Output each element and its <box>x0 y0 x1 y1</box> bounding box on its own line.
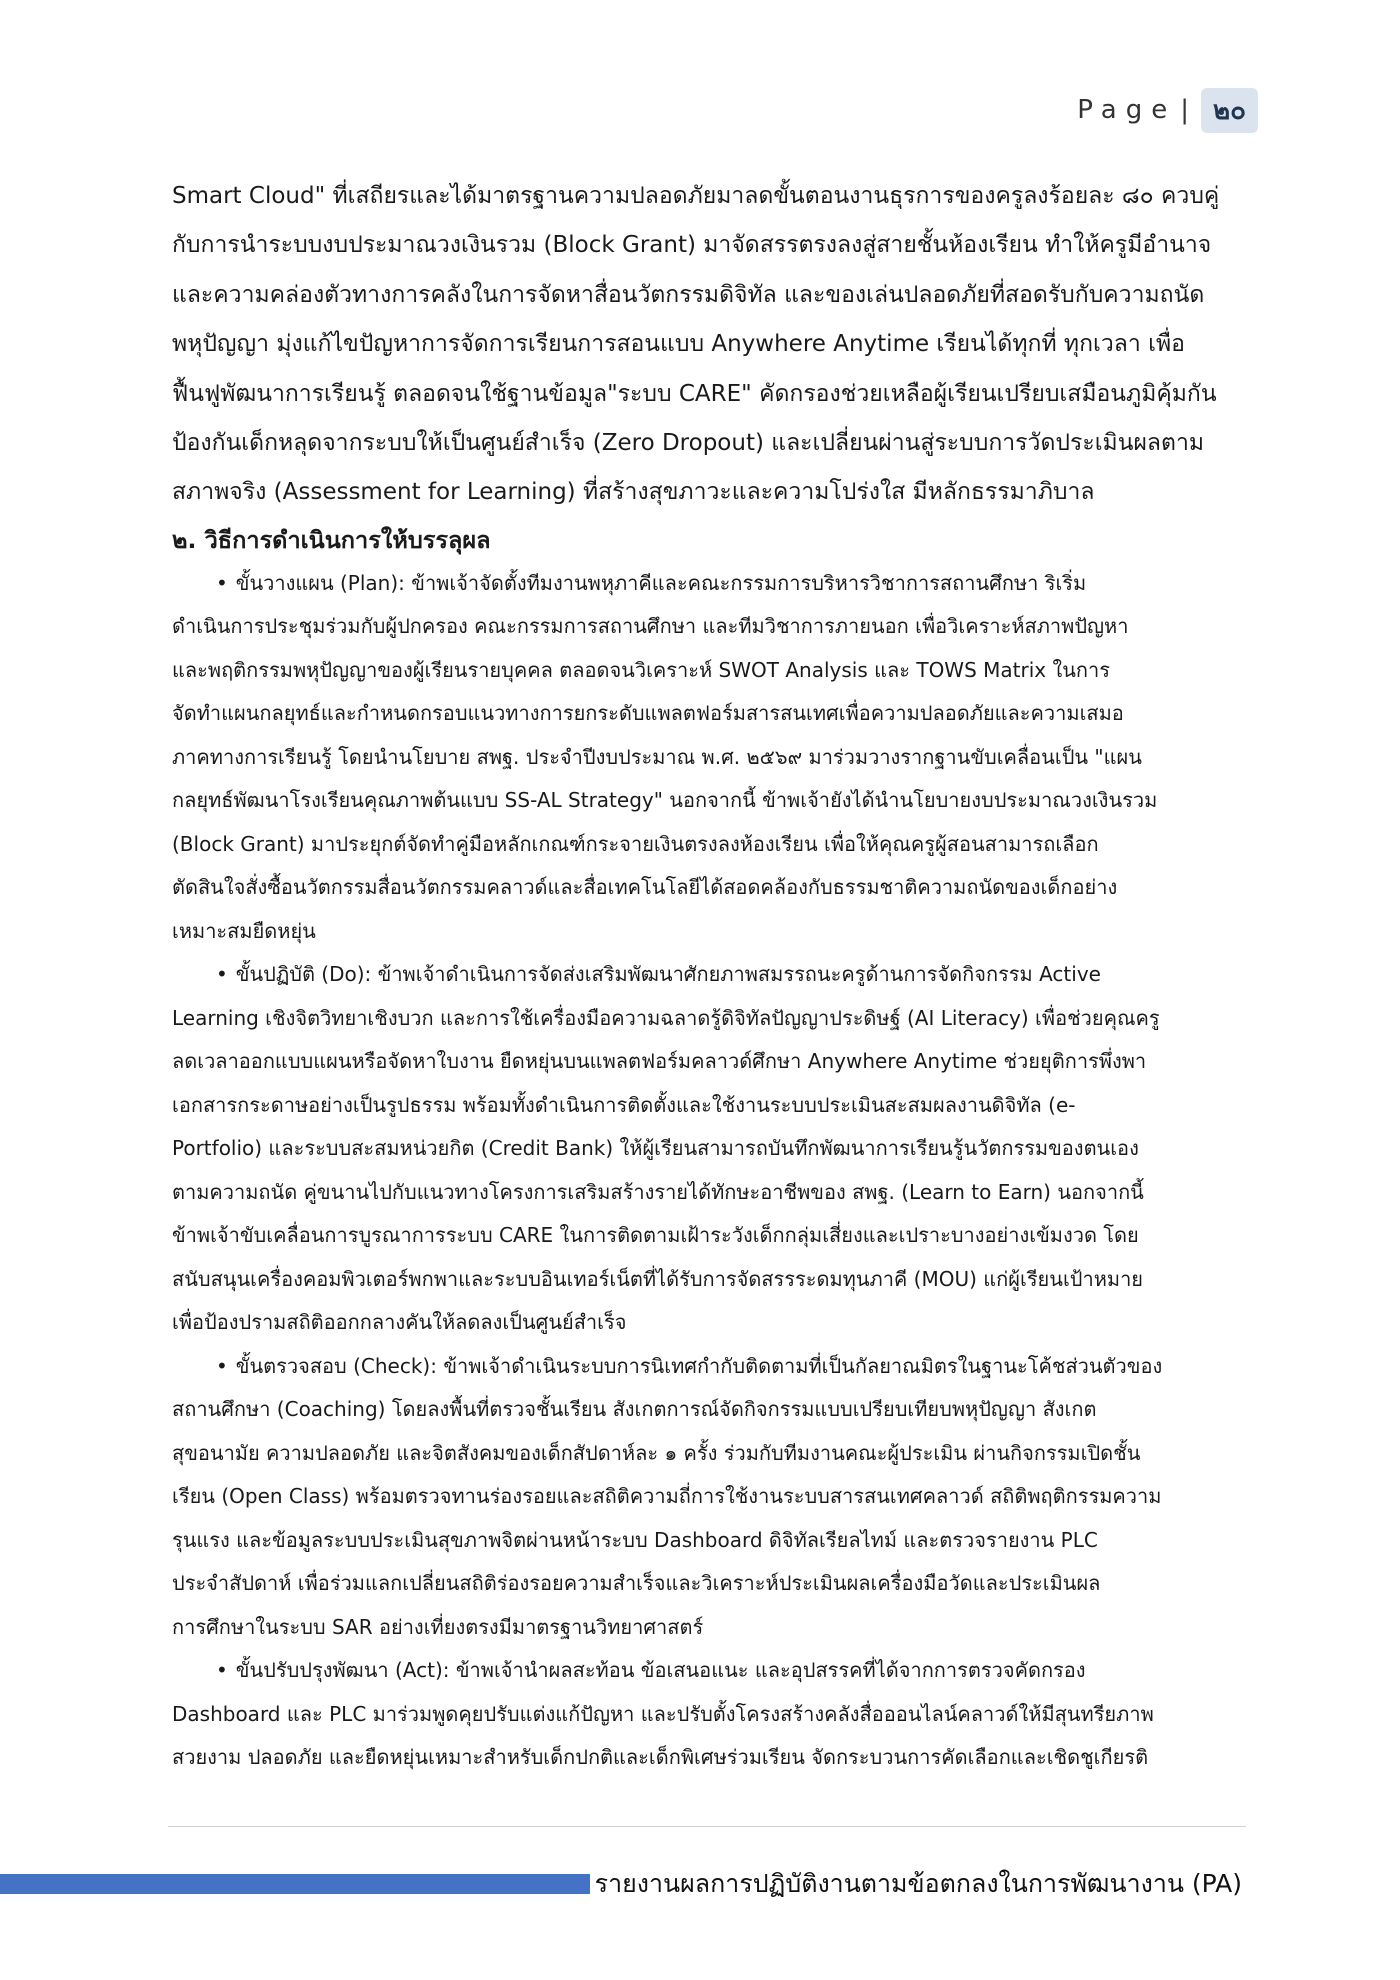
step-plan <box>172 562 1240 954</box>
step-line: ดำเนินการประชุมร่วมกับผู้ปกครอง คณะกรรมการสถานศึกษา และทีมวิชาการภายนอก เพื่อวิเคราะห์สภาพปัญหา <box>172 614 1129 639</box>
intro-line: พหุปัญญา มุ่งแก้ไขปัญหาการจัดการเรียนการสอนแบบ Anywhere Anytime เรียนได้ทุกที่ ทุกเวลา เพื่อ <box>172 331 1185 358</box>
step-line: รุนแรง และข้อมูลระบบประเมินสุขภาพจิตผ่านหน้าระบบ Dashboard ดิจิทัลเรียลไทม์ และตรวจรายงาน PLC <box>172 1527 1098 1552</box>
step-line: Learning เชิงจิตวิทยาเชิงบวก และการใช้เครื่องมือความฉลาดรู้ดิจิทัลปัญญาประดิษฐ์ (AI Literacy) เพื่อช่วยคุณครู <box>172 1005 1160 1030</box>
page-number-badge: ๒๐ <box>1201 88 1258 133</box>
step-line: สนับสนุนเครื่องคอมพิวเตอร์พกพาและระบบอินเทอร์เน็ตที่ได้รับการจัดสรรระดมทุนภาคี (MOU) แก่ผู้เรียนเป้าหมาย <box>172 1266 1144 1291</box>
step-line: สุขอนามัย ความปลอดภัย และจิตสังคมของเด็กสัปดาห์ละ ๑ ครั้ง ร่วมกับทีมงานคณะผู้ประเมิน ผ่านกิจกรรมเปิดชั้น <box>172 1440 1141 1465</box>
step-first-line <box>172 1345 1240 1389</box>
footer-accent-bar <box>0 1874 590 1894</box>
step-text: ข้าพเจ้าจัดตั้งทีมงานพหุภาคีและคณะกรรมการบริหารวิชาการสถานศึกษา ริเริ่ม <box>411 570 1087 595</box>
step-line: เอกสารกระดาษอย่างเป็นรูปธรรม พร้อมทั้งดำเนินการติดตั้งและใช้งานระบบประเมินสะสมผลงานดิจิทัล (e- <box>172 1092 1076 1117</box>
step-line: ตัดสินใจสั่งซื้อนวัตกรรมสื่อนวัตกรรมคลาวด์และสื่อเทคโนโลยีได้สอดคล้องกับธรรมชาติความถนัดของเด็กอย่าง <box>172 875 1118 900</box>
intro-line: กับการนำระบบงบประมาณวงเงินรวม (Block Grant) มาจัดสรรตรงลงสู่สายชั้นห้องเรียน ทำให้ครูมีอำนาจ <box>172 232 1212 259</box>
step-first-line <box>172 953 1240 997</box>
step-line: เหมาะสมยืดหยุ่น <box>172 918 316 943</box>
bullet-icon: • <box>216 962 228 987</box>
step-line: เพื่อป้องปรามสถิติออกกลางคันให้ลดลงเป็นศูนย์สำเร็จ <box>172 1310 627 1335</box>
intro-line: ฟื้นฟูพัฒนาการเรียนรู้ ตลอดจนใช้ฐานข้อมูล"ระบบ CARE" คัดกรองช่วยเหลือผู้เรียนเปรียบเสมือนภูมิคุ้มกัน <box>172 380 1217 407</box>
step-line: และพฤติกรรมพหุปัญญาของผู้เรียนรายบุคคล ตลอดจนวิเคราะห์ SWOT Analysis และ TOWS Matrix ในการ <box>172 657 1110 682</box>
step-line: กลยุทธ์พัฒนาโรงเรียนคุณภาพต้นแบบ SS-AL Strategy" นอกจากนี้ ข้าพเจ้ายังได้นำนโยบายงบประมาณวงเงินรวม <box>172 788 1158 813</box>
step-line: ประจำสัปดาห์ เพื่อร่วมแลกเปลี่ยนสถิติร่องรอยความสำเร็จและวิเคราะห์ประเมินผลเครื่องมือวัดและประเมินผล <box>172 1571 1101 1596</box>
page-header <box>1077 88 1258 132</box>
page-separator: | <box>1180 95 1189 125</box>
step-line: Portfolio) และระบบสะสมหน่วยกิต (Credit Bank) ให้ผู้เรียนสามารถบันทึกพัฒนาการเรียนรู้นวัตกรรมของตนเอง <box>172 1136 1139 1161</box>
step-text: ข้าพเจ้าดำเนินการจัดส่งเสริมพัฒนาศักยภาพสมรรถนะครูด้านการจัดกิจกรรม Active <box>377 962 1101 987</box>
page-label: Page <box>1077 95 1177 125</box>
step-label: ขั้นปฏิบัติ (Do): <box>235 962 372 987</box>
bullet-icon: • <box>216 1658 228 1683</box>
step-text: ข้าพเจ้าดำเนินระบบการนิเทศกำกับติดตามที่เป็นกัลยาณมิตรในฐานะโค้ชส่วนตัวของ <box>443 1353 1163 1378</box>
step-text: ข้าพเจ้านำผลสะท้อน ข้อเสนอแนะ และอุปสรรคที่ได้จากการตรวจคัดกรอง <box>455 1658 1086 1683</box>
step-label: ขั้นวางแผน (Plan): <box>235 570 405 595</box>
step-line: ตามความถนัด คู่ขนานไปกับแนวทางโครงการเสริมสร้างรายได้ทักษะอาชีพของ สพฐ. (Learn to Earn) นอกจากนี้ <box>172 1179 1144 1204</box>
step-line: จัดทำแผนกลยุทธ์และกำหนดกรอบแนวทางการยกระดับแพลตฟอร์มสารสนเทศเพื่อความปลอดภัยและความเสมอ <box>172 701 1124 726</box>
step-first-line <box>172 1649 1240 1693</box>
step-line: สวยงาม ปลอดภัย และยืดหยุ่นเหมาะสำหรับเด็กปกติและเด็กพิเศษร่วมเรียน จัดกระบวนการคัดเลือกและเชิดชูเกียรติ <box>172 1745 1149 1770</box>
step-act <box>172 1649 1240 1780</box>
footer-divider <box>168 1826 1246 1827</box>
step-do <box>172 953 1240 1345</box>
step-line: ลดเวลาออกแบบแผนหรือจัดหาใบงาน ยืดหยุ่นบนแพลตฟอร์มคลาวด์ศึกษา Anywhere Anytime ช่วยยุติการพึ่งพา <box>172 1049 1147 1074</box>
section-heading: ๒. วิธีการดำเนินการให้บรรลุผล <box>172 525 491 554</box>
intro-line: สภาพจริง (Assessment for Learning) ที่สร้างสุขภาวะและความโปร่งใส มีหลักธรรมาภิบาล <box>172 479 1095 506</box>
intro-line: ป้องกันเด็กหลุดจากระบบให้เป็นศูนย์สำเร็จ (Zero Dropout) และเปลี่ยนผ่านสู่ระบบการวัดประเมินผลตาม <box>172 430 1205 457</box>
step-label: ขั้นตรวจสอบ (Check): <box>235 1353 437 1378</box>
footer-title: รายงานผลการปฏิบัติงานตามข้อตกลงในการพัฒนางาน (PA) <box>594 1869 1242 1898</box>
step-line: Dashboard และ PLC มาร่วมพูดคุยปรับแต่งแก้ปัญหา และปรับตั้งโครงสร้างคลังสื่อออนไลน์คลาวด์ให้มีสุนทรียภาพ <box>172 1701 1154 1726</box>
intro-paragraph <box>172 172 1240 518</box>
bullet-icon: • <box>216 570 228 595</box>
intro-line: Smart Cloud" ที่เสถียรและได้มาตรฐานความปลอดภัยมาลดขั้นตอนงานธุรการของครูลงร้อยละ ๘๐ ควบคู่ <box>172 183 1220 209</box>
step-line: การศึกษาในระบบ SAR อย่างเที่ยงตรงมีมาตรฐานวิทยาศาสตร์ <box>172 1614 704 1639</box>
document-body <box>172 172 1240 1780</box>
step-first-line <box>172 562 1240 606</box>
step-line: ภาคทางการเรียนรู้ โดยนำนโยบาย สพฐ. ประจำปีงบประมาณ พ.ศ. ๒๕๖๙ มาร่วมวางรากฐานขับเคลื่อนเป็น "แผน <box>172 744 1142 769</box>
step-line: เรียน (Open Class) พร้อมตรวจทานร่องรอยและสถิติความถี่การใช้งานระบบสารสนเทศคลาวด์ สถิติพฤติกรรมความ <box>172 1484 1162 1509</box>
step-check <box>172 1345 1240 1650</box>
step-line: ข้าพเจ้าขับเคลื่อนการบูรณาการระบบ CARE ในการติดตามเฝ้าระวังเด็กกลุ่มเสี่ยงและเปราะบางอย่างเข้มงวด โดย <box>172 1223 1139 1248</box>
step-line: สถานศึกษา (Coaching) โดยลงพื้นที่ตรวจชั้นเรียน สังเกตการณ์จัดกิจกรรมแบบเปรียบเทียบพหุปัญญา สังเกต <box>172 1397 1097 1422</box>
step-line: (Block Grant) มาประยุกต์จัดทำคู่มือหลักเกณฑ์กระจายเงินตรงลงห้องเรียน เพื่อให้คุณครูผู้สอนสามารถเลือก <box>172 831 1099 856</box>
step-label: ขั้นปรับปรุงพัฒนา (Act): <box>235 1658 450 1683</box>
bullet-icon: • <box>216 1353 228 1378</box>
intro-line: และความคล่องตัวทางการคลังในการจัดหาสื่อนวัตกรรมดิจิทัล และของเล่นปลอดภัยที่สอดรับกับความถนัด <box>172 281 1205 308</box>
